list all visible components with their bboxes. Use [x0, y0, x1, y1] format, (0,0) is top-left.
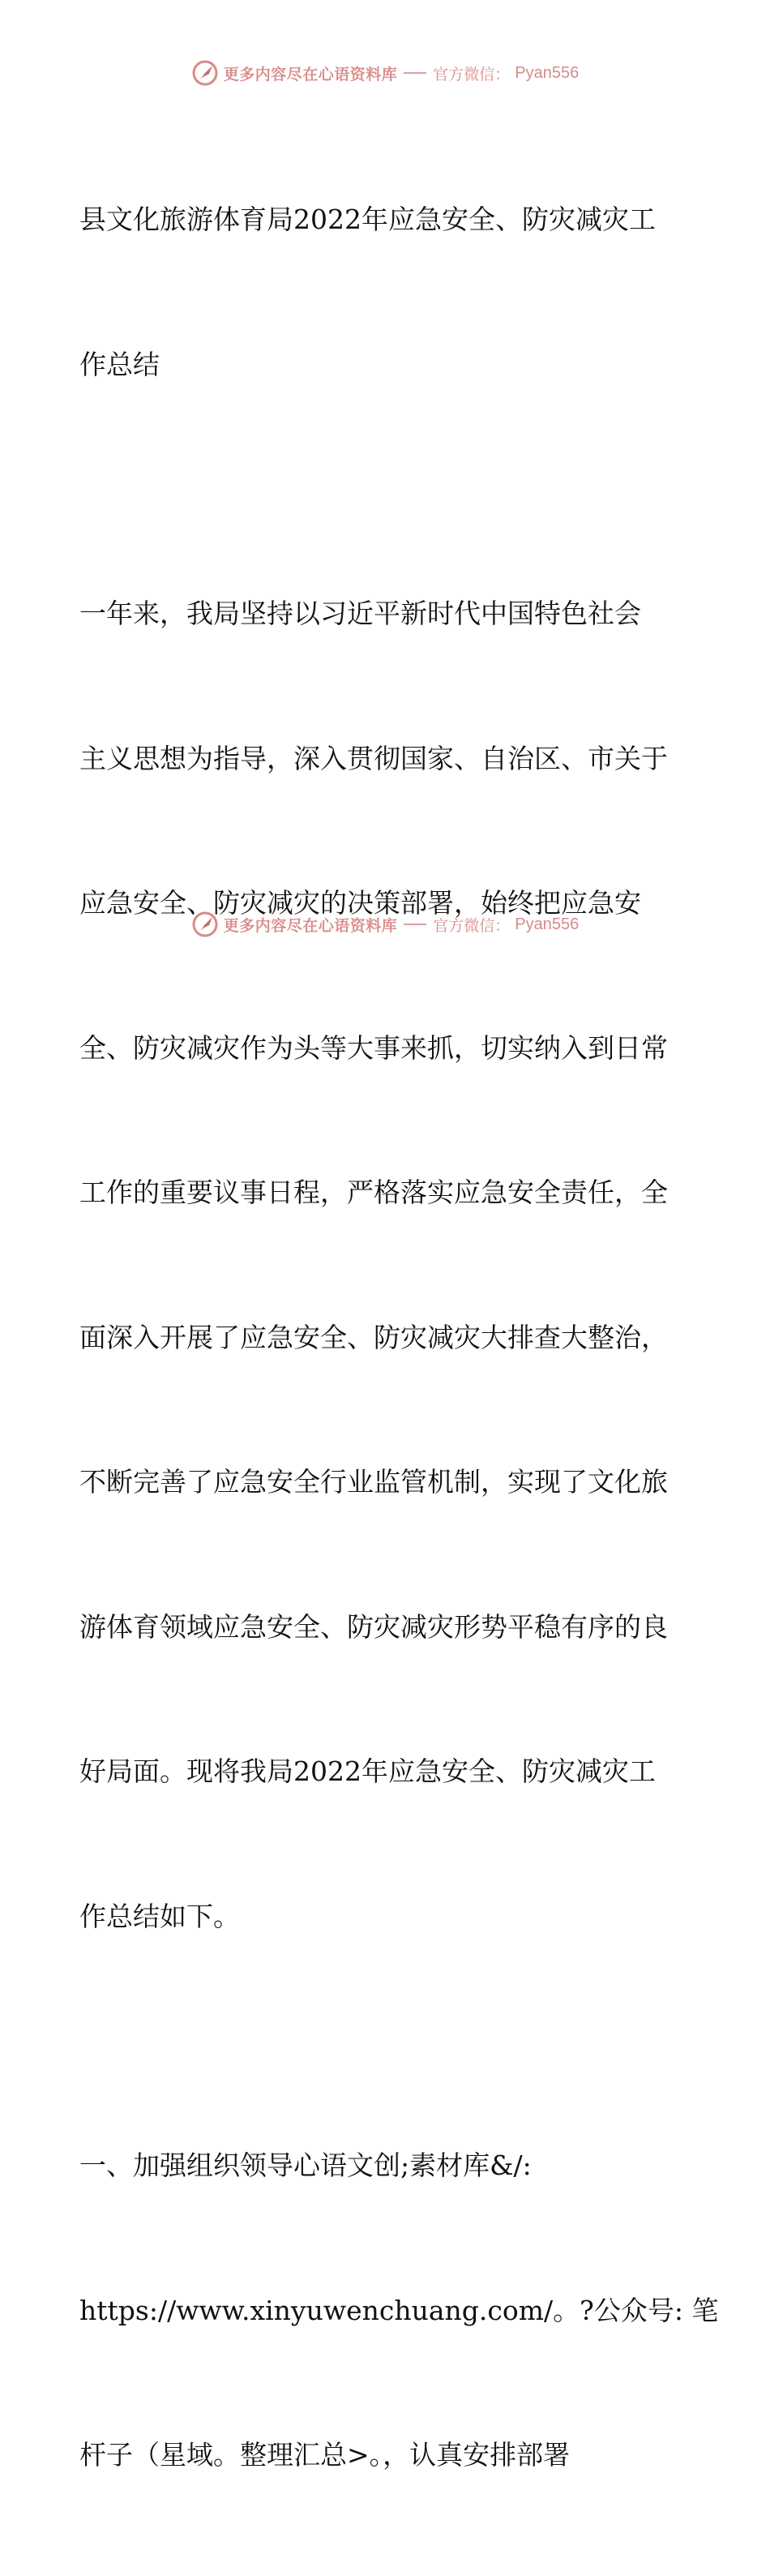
- watermark-wechat-id: Pyan556: [515, 915, 580, 933]
- paragraph-line: 应急安全、防灾减灾的决策部署，始终把应急安: [79, 887, 641, 919]
- quill-logo-icon: [191, 911, 219, 938]
- watermark-dash: [404, 924, 426, 925]
- paragraph-line: 一年来，我局坚持以习近平新时代中国特色社会: [79, 598, 641, 629]
- section-heading-line: 一、加强组织领导心语文创;素材库&/:: [79, 2150, 532, 2181]
- intro-paragraph: [79, 493, 695, 2037]
- watermark-dash: [404, 72, 426, 74]
- watermark-wechat-id: Pyan556: [515, 63, 580, 82]
- paragraph-line: 作总结如下。: [79, 1900, 240, 1932]
- paragraph-line: 主义思想为指导，深入贯彻国家、自治区、市关于: [79, 742, 668, 774]
- paragraph-line: https://www.xinyuwenchuang.com/。?公众号: 笔: [79, 2294, 719, 2326]
- title-line: 作总结: [79, 348, 160, 380]
- paragraph-line: 全、防灾减灾作为头等大事来抓，切实纳入到日常: [79, 1031, 668, 1064]
- watermark-sub-text: 官方微信：: [433, 916, 511, 935]
- watermark-sub-text: 官方微信：: [433, 65, 511, 84]
- paragraph-line: 工作的重要议事日程，严格落实应急安全责任，全: [79, 1177, 668, 1208]
- title-line: 县文化旅游体育局2022年应急安全、防灾减灾工: [79, 204, 656, 235]
- paragraph-line: 杆子（星域。整理汇总>。，认真安排部署: [79, 2439, 571, 2471]
- paragraph-line: 面深入开展了应急安全、防灾减灾大排查大整治，: [79, 1321, 668, 1353]
- watermark-main-text: 更多内容尽在心语资料库: [223, 65, 398, 84]
- paragraph-line: 游体育领域应急安全、防灾减灾形势平稳有序的良: [79, 1610, 668, 1643]
- paragraph-line: 好局面。现将我局2022年应急安全、防灾减灾工: [79, 1755, 656, 1787]
- document-content: [79, 99, 719, 2576]
- quill-logo-icon: [191, 59, 219, 87]
- header-watermark: [0, 57, 770, 89]
- section-one-paragraph: [79, 2045, 719, 2576]
- document-title: [79, 99, 695, 485]
- footer-watermark: [0, 908, 770, 941]
- watermark-main-text: 更多内容尽在心语资料库: [223, 916, 398, 935]
- paragraph-line: 不断完善了应急安全行业监管机制，实现了文化旅: [79, 1466, 668, 1498]
